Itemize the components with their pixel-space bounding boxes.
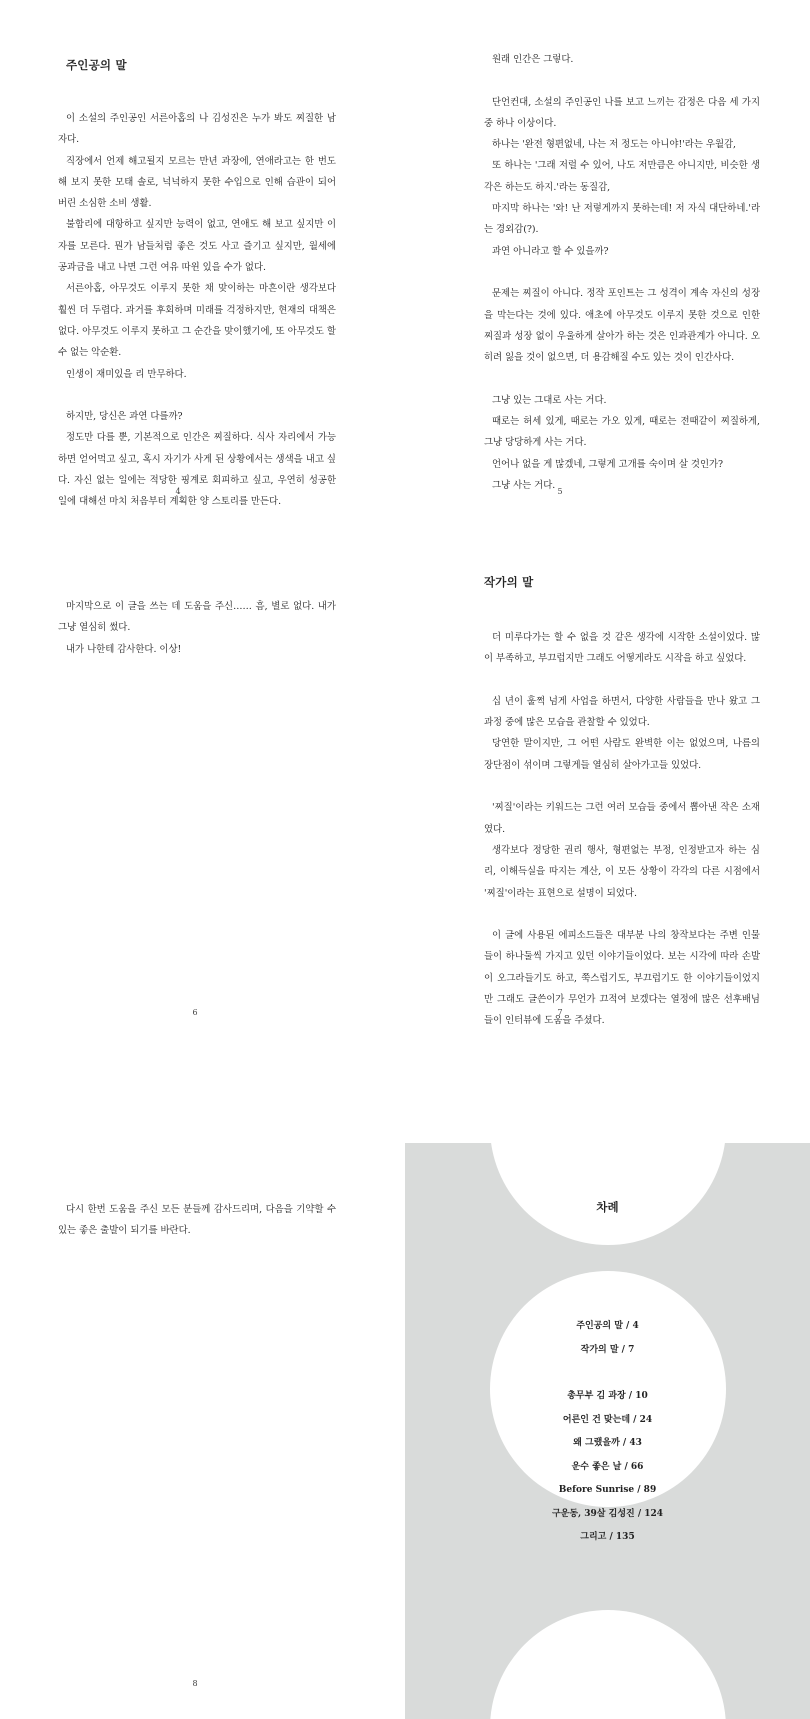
page-number: 7 — [557, 1008, 563, 1017]
paragraph-spacer — [484, 670, 760, 691]
paragraph: 그냥 사는 거다. — [492, 479, 556, 491]
decorative-circle-top — [490, 1143, 726, 1245]
paragraph: 십 년이 훌쩍 넘게 사업을 하면서, 다양한 사람들을 만나 왔고 그 과정 중에 많은 모습을 관찰할 수 있었다. — [484, 695, 760, 729]
paragraph-spacer — [484, 262, 760, 283]
page-6 — [0, 571, 405, 1143]
page-5 — [405, 0, 810, 571]
paragraph: 불합리에 대항하고 싶지만 능력이 없고, 연애도 해 보고 싶지만 이자를 모른다. 뭔가 남들처럼 좋은 것도 사고 즐기고 싶지만, 월세에 공과금을 내고 나면 그런 여유 따윈 있을 수가 없다. — [58, 219, 336, 274]
decorative-circle-bottom — [490, 1610, 726, 1719]
toc-entry[interactable]: 구운동, 39살 김성진 / 124 — [551, 1508, 664, 1519]
paragraph: '찌질'이라는 키워드는 그런 여러 모습들 중에서 뽑아낸 작은 소재였다. — [484, 802, 760, 835]
paragraph-spacer — [484, 776, 760, 797]
table-of-contents-page — [405, 1143, 810, 1719]
paragraph: 내가 나한테 감사한다. 이상! — [66, 643, 182, 655]
page-4 — [0, 0, 405, 571]
paragraph: 마지막 하나는 '와! 난 저렇게까지 못하는데! 저 자식 대단하네.'라는 경외감(?). — [484, 203, 760, 236]
paragraph: 이 글에 사용된 에피소드들은 대부분 나의 창작보다는 주변 인물들이 하나둘씩 가지고 있던 이야기들이었다. 보는 시각에 따라 손발이 오그라들기도 하고, 쭉스럽기도, 부끄럽기도 한 이야기들이었지만 그래도 글쓴이가 무언가 끄적여 보겠다는 열정에 많은 선후배님들이 인터뷰에 도움을 주셨다. — [484, 930, 760, 1027]
toc-entry[interactable]: 총무부 김 과장 / 10 — [567, 1391, 648, 1401]
paragraph: 때로는 허세 있게, 때로는 가오 있게, 때로는 전때같이 찌질하게, 그냥 당당하게 사는 거다. — [484, 416, 760, 449]
page-heading: 주인공의 말 — [66, 58, 127, 72]
page-body — [484, 49, 760, 496]
paragraph-spacer — [484, 904, 760, 925]
page-number: 6 — [192, 1008, 198, 1017]
paragraph: 정도만 다를 뿐, 기본적으로 인간은 찌질하다. 식사 자리에서 가능하면 얻어먹고 싶고, 혹시 자기가 사게 된 상황에서는 생색을 내고 싶다. 자신 없는 일에는 적당한 핑계로 회피하고 싶고, 우연히 성공한 일에 대해선 마치 처음부터 계획한 양 스토리를 만든다. — [58, 432, 336, 508]
paragraph: 인생이 재미있을 리 만무하다. — [66, 368, 187, 380]
paragraph: 하지만, 당신은 과연 다를까? — [66, 411, 183, 423]
paragraph: 또 하나는 '그래 저럴 수 있어, 나도 저만큼은 아니지만, 비슷한 생각은 하는도 하지.'라는 동질감, — [484, 160, 760, 193]
paragraph: 하나는 '완전 형편없네, 나는 저 정도는 아니야!'라는 우월감, — [492, 139, 737, 151]
paragraph: 더 미루다가는 할 수 없을 것 같은 생각에 시작한 소설이었다. 많이 부족하고, 부끄럽지만 그래도 어떻게라도 시작을 하고 싶었다. — [484, 632, 760, 665]
page-8 — [0, 1143, 405, 1719]
paragraph: 원래 인간은 그렇다. — [492, 54, 574, 65]
paragraph: 서른아홉, 아무것도 이루지 못한 채 맞이하는 마흔이란 생각보다 훨씬 더 두렵다. 과거를 후회하며 미래를 걱정하지만, 현재의 대책은 없다. 아무것도 이루지 못하고 그 순간을 맞이했기에, 또 아무것도 할 수 없는 악순환. — [58, 283, 336, 359]
page-body — [58, 596, 336, 660]
toc-entry[interactable]: 왜 그랬을까 / 43 — [573, 1438, 642, 1448]
toc-entry[interactable]: 어른인 건 맞는데 / 24 — [562, 1414, 653, 1425]
paragraph: 다시 한번 도움을 주신 모든 분들께 감사드리며, 다음을 기약할 수 있는 좋은 출발이 되기를 바란다. — [58, 1204, 336, 1237]
page-number: 5 — [557, 487, 563, 496]
toc-title: 차례 — [596, 1200, 619, 1214]
page-heading: 작가의 말 — [484, 575, 534, 589]
paragraph: 그냥 있는 그대로 사는 거다. — [492, 394, 607, 406]
page-7 — [405, 571, 810, 1143]
page-number: 8 — [192, 1679, 198, 1688]
toc-entry[interactable]: 그리고 / 135 — [580, 1532, 635, 1542]
toc-entry[interactable]: 작가의 말 / 7 — [580, 1344, 635, 1355]
page-number: 4 — [175, 487, 181, 496]
paragraph: 당연한 말이지만, 그 어떤 사람도 완벽한 이는 없었으며, 나름의 장단점이 섞이며 그렇게들 열심히 살아가고들 있었다. — [484, 738, 760, 771]
paragraph: 문제는 찌질이 아니다. 정작 포인트는 그 성격이 계속 자신의 성장을 막는다는 것에 있다. 애초에 아무것도 이루지 못한 것으로 인한 찌질과 성장 없이 우울하게 살아가 하는 것은 인과관계가 아니다. 오히려 잃을 것이 없으면, 더 용감해질 수도 있는 것이 인간사다. — [484, 288, 760, 364]
toc-entry[interactable]: Before Sunrise / 89 — [558, 1485, 657, 1495]
paragraph: 생각보다 정당한 권리 행사, 형편없는 부정, 인정받고자 하는 심리, 이해득실을 따지는 계산, 이 모든 상황이 각각의 다른 시점에서 '찌질'이라는 표현으로 설명이 되었다. — [484, 844, 760, 899]
paragraph: 이 소설의 주인공인 서른아홉의 나 김성진은 누가 봐도 찌질한 남자다. — [58, 113, 336, 146]
toc-spacer — [405, 1362, 810, 1385]
paragraph: 언어나 없을 게 많겠네, 그렇게 고개를 숙이며 살 것인가? — [492, 458, 724, 470]
page-body — [58, 108, 336, 513]
paragraph-spacer — [484, 70, 760, 91]
toc-entry[interactable]: 주인공의 말 / 4 — [576, 1321, 639, 1331]
paragraph-spacer — [58, 385, 336, 406]
toc-list — [405, 1315, 810, 1550]
paragraph-spacer — [484, 368, 760, 389]
paragraph: 마지막으로 이 글을 쓰는 데 도움을 주신…… 흠, 별로 없다. 내가 그냥 열심히 썼다. — [58, 601, 336, 634]
page-body — [58, 1199, 336, 1242]
paragraph: 직장에서 언제 해고될지 모르는 만년 과장에, 연애라고는 한 번도 해 보지 못한 모태 솔로, 넉넉하지 못한 수입으로 인해 습관이 되어 버린 소심한 소비 생활. — [58, 155, 336, 210]
paragraph: 과연 아니라고 할 수 있을까? — [492, 245, 609, 257]
paragraph: 단언컨대, 소설의 주인공인 나를 보고 느끼는 감정은 다음 세 가지 중 하나 이상이다. — [484, 96, 760, 129]
page-body — [484, 627, 760, 1032]
toc-entry[interactable]: 운수 좋은 날 / 66 — [571, 1461, 644, 1472]
